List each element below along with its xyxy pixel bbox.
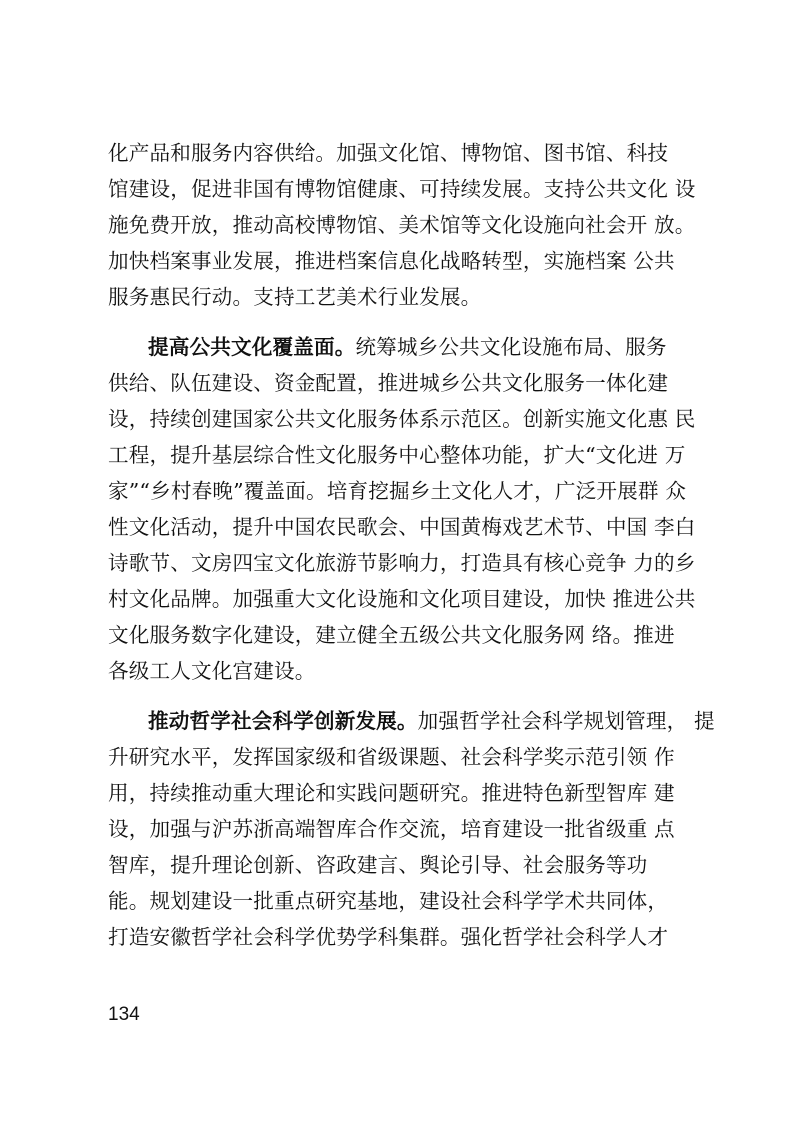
text-line: 工程，提升基层综合性文化服务中心整体功能，扩大“文化进 万 <box>108 443 686 467</box>
text-line: 打造安徽哲学社会科学优势学科集群。强化哲学社会科学人才 <box>108 925 669 949</box>
text-line: 各级工人文化宫建设。 <box>108 659 316 683</box>
text-line: 家”“乡村春晚”覆盖面。培育挖掘乡土文化人才，广泛开展群 众 <box>108 479 687 503</box>
paragraph-first-line <box>148 707 715 735</box>
text-line: 馆建设，促进非国有博物馆健康、可持续发展。支持公共文化 设 <box>108 177 696 201</box>
text-line: 设，加强与沪苏浙高端智库合作交流，培育建设一批省级重 点 <box>108 817 675 841</box>
paragraph-text: 统筹城乡公共文化设施布局、服务 <box>355 335 667 359</box>
text-line: 施免费开放，推动高校博物馆、美术馆等文化设施向社会开 放。 <box>108 213 696 237</box>
text-line: 村文化品牌。加强重大文化设施和文化项目建设，加快 推进公共 <box>108 587 696 611</box>
text-line: 加快档案事业发展，推进档案信息化战略转型，实施档案 公共 <box>108 249 675 273</box>
text-line: 诗歌节、文房四宝文化旅游节影响力，打造具有核心竞争 力的乡 <box>108 551 696 575</box>
text-line: 供给、队伍建设、资金配置，推进城乡公共文化服务一体化建 <box>108 371 669 395</box>
paragraph-first-line <box>148 333 667 361</box>
text-line: 升研究水平，发挥国家级和省级课题、社会科学奖示范引领 作 <box>108 745 675 769</box>
text-line: 用，持续推动重大理论和实践问题研究。推进特色新型智库 建 <box>108 781 675 805</box>
text-line: 性文化活动，提升中国农民歌会、中国黄梅戏艺术节、中国 李白 <box>108 515 696 539</box>
paragraph-text: 加强哲学社会科学规划管理， 提 <box>417 709 715 733</box>
text-line: 化产品和服务内容供给。加强文化馆、博物馆、图书馆、科技 <box>108 141 669 165</box>
text-line: 能。规划建设一批重点研究基地，建设社会科学学术共同体， <box>108 889 669 913</box>
text-line: 文化服务数字化建设，建立健全五级公共文化服务网 络。推进 <box>108 623 675 647</box>
paragraph-heading: 提高公共文化覆盖面。 <box>148 335 356 359</box>
paragraph-heading: 推动哲学社会科学创新发展。 <box>148 709 418 733</box>
text-line: 智库，提升理论创新、咨政建言、舆论引导、社会服务等功 <box>108 853 648 877</box>
text-line: 设，持续创建国家公共文化服务体系示范区。创新实施文化惠 民 <box>108 407 696 431</box>
page-number: 134 <box>108 1004 140 1025</box>
text-line: 服务惠民行动。支持工艺美术行业发展。 <box>108 285 482 309</box>
